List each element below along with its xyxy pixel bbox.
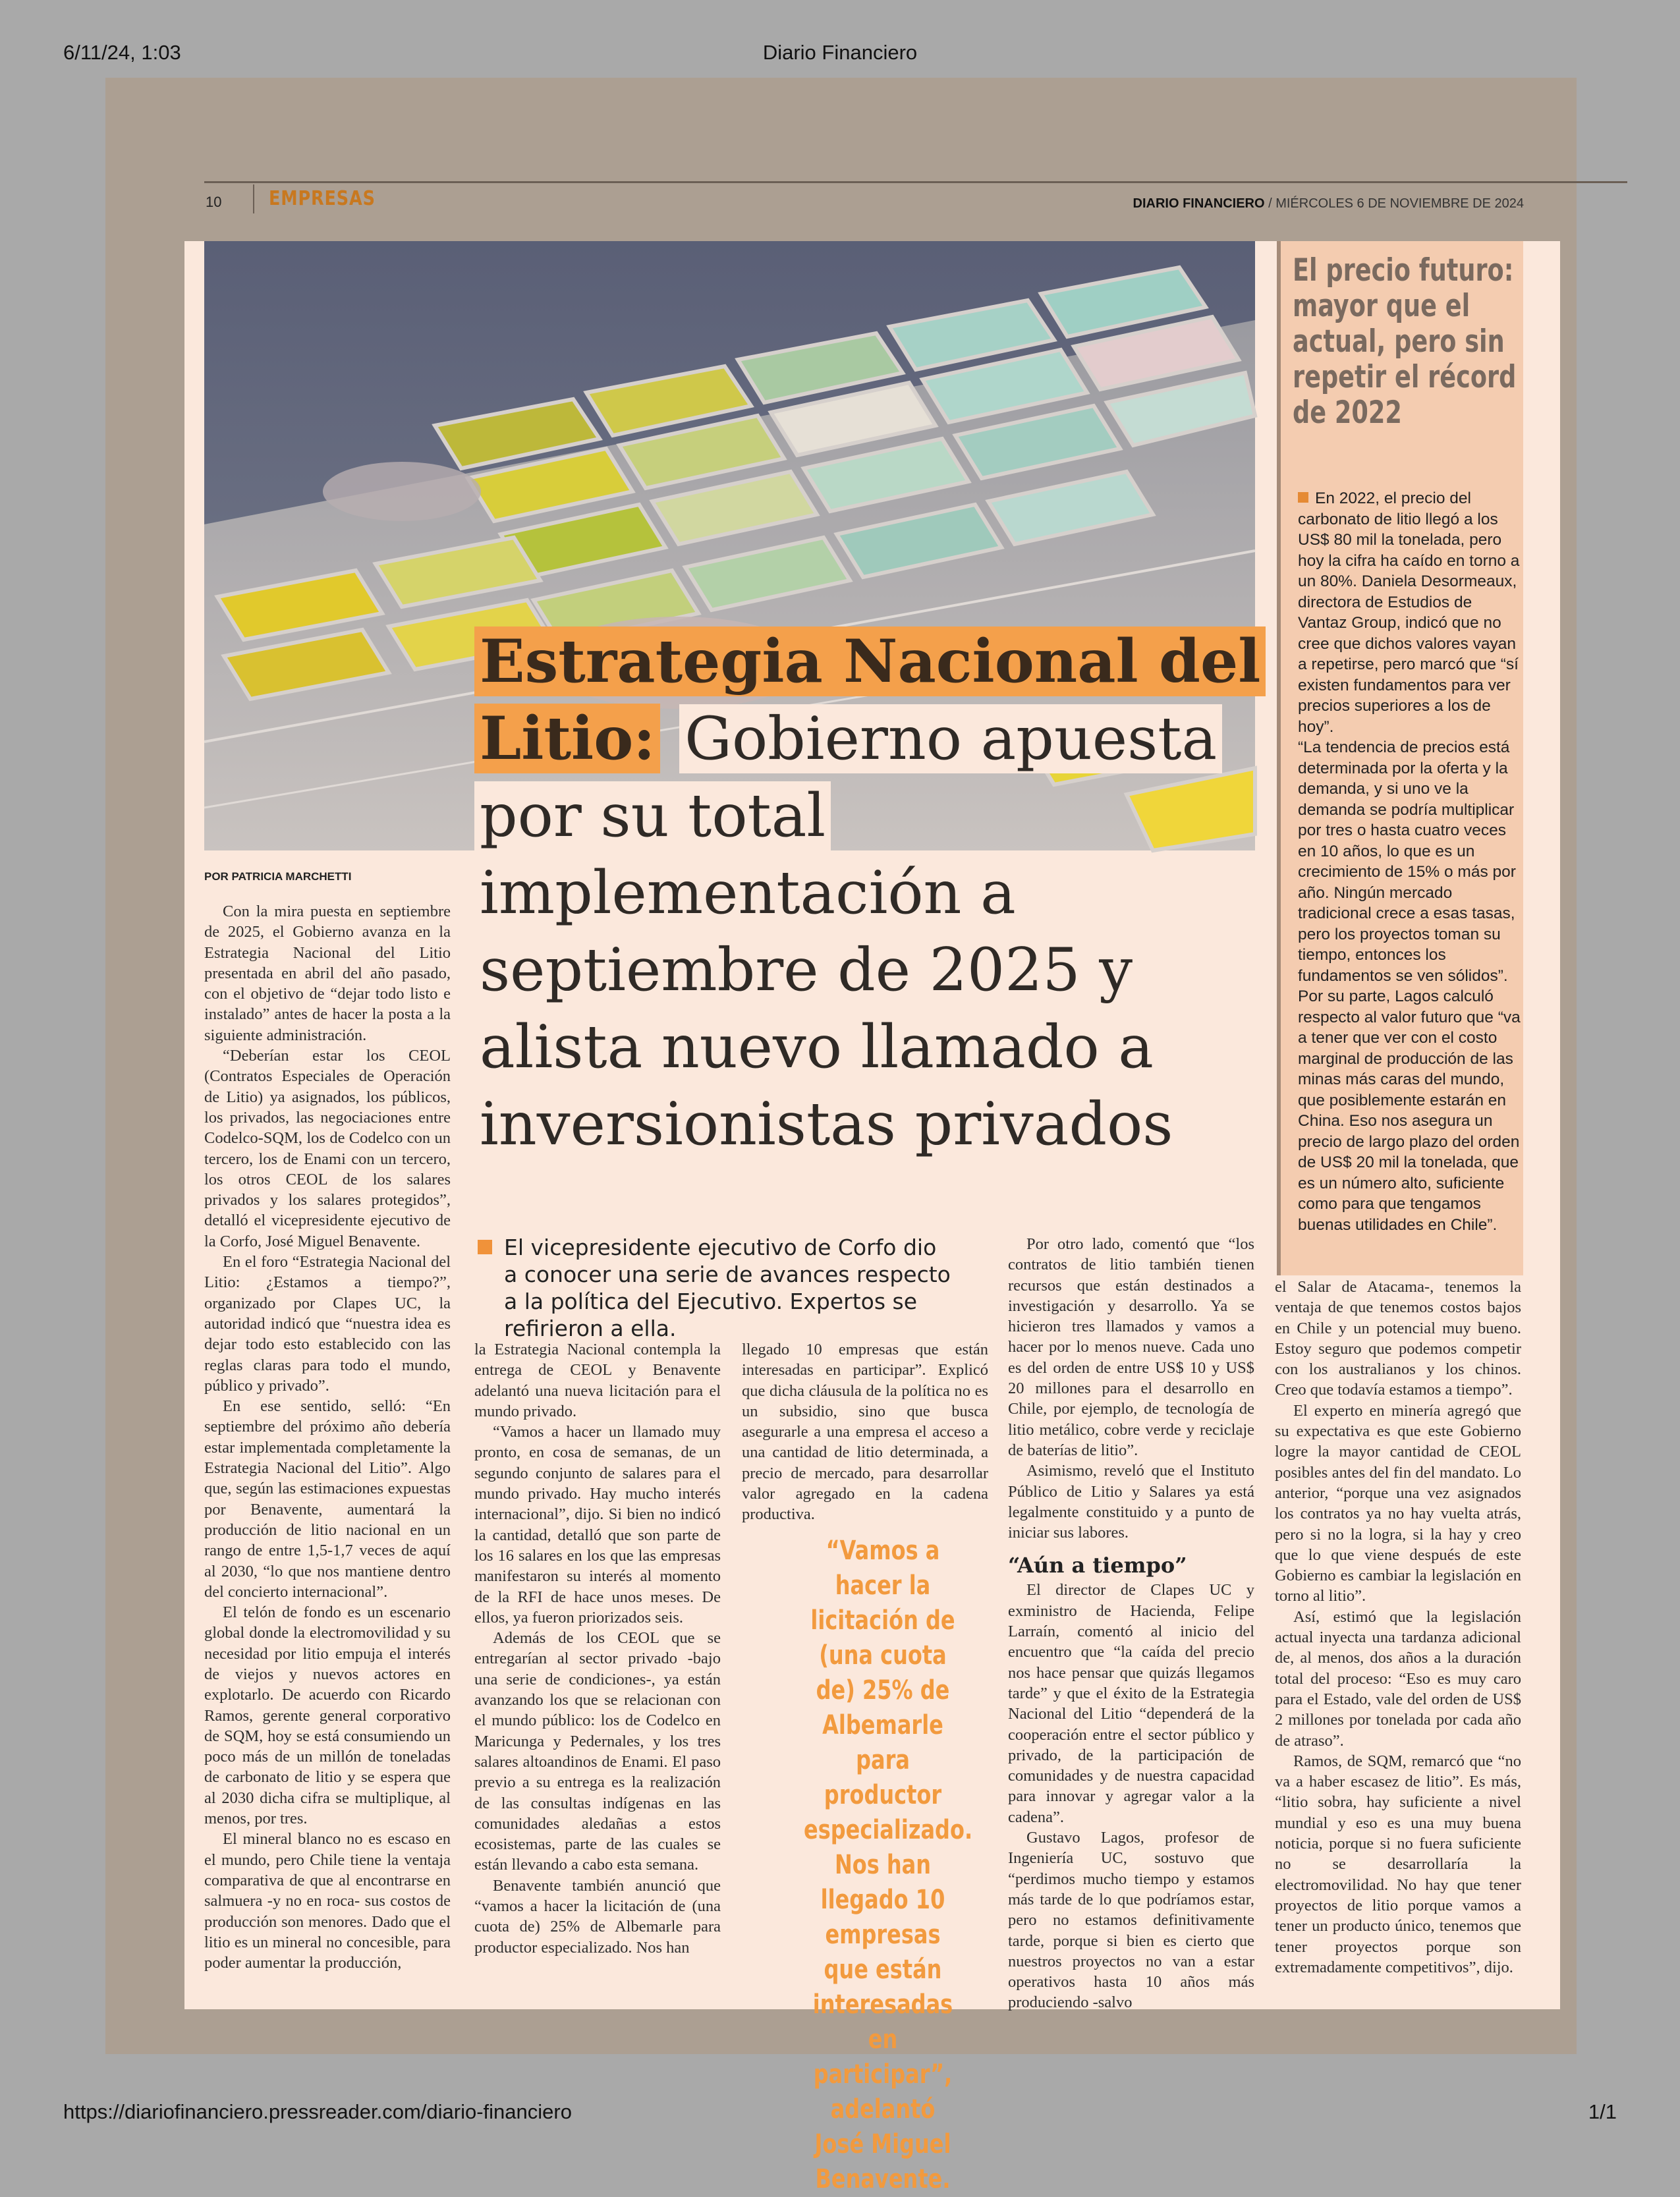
paragraph: “Vamos a hacer un llamado muy pronto, en cosa de semanas, de un segundo conjunto de salares para el mundo privado. Hay mucho interés internacional”, dijo. Si bien no indicó la cantidad, detalló que son parte de los 16 salares en los que las empresas manifestaron su interés al momento de la RFI de hace unos meses. De ellos, ya fueron priorizados seis. [474, 1423, 721, 1627]
paragraph: Benavente también anunció que “vamos a hacer la licitación de (una cuota de) 25% de Albemarle para productor especializado. Nos han [474, 1876, 721, 1957]
sidebar-paragraph: En 2022, el precio del carbonato de litio llegó a los US$ 80 mil la tonelada, pero hoy la cifra ha caído en torno a un 80%. Daniela Desormeaux, directora de Estudios de Vantaz Group, indicó que no cree que dichos valores vayan a repetirse, pero marcó que “sí existen fundamentos para ver precios superiores a los de hoy”. [1298, 489, 1520, 736]
header-rule [204, 181, 1627, 183]
paragraph: “Deberían estar los CEOL (Contratos Especiales de Operación de Litio) ya asignados, los públicos, los privados, las negociaciones entre Codelco-SQM, los de Codelco con un tercero, los de Enami con un tercero, los otros CEOL de los salares privados y los salares protegidos”, detalló el vicepresidente ejecutivo de la Corfo, José Miguel Benavente. [204, 1047, 451, 1250]
deck-text: El vicepresidente ejecutivo de Corfo dio a conocer una serie de avances respecto a la política del Ejecutivo. Expertos se refirieron a ella. [504, 1235, 951, 1341]
header-divider [253, 184, 254, 213]
sidebar-box [1277, 241, 1523, 1275]
section-label: EMPRESAS [269, 187, 376, 210]
sidebar-title: El precio futuro: mayor que el actual, pero sin repetir el récord de 2022 [1293, 252, 1517, 431]
headline [474, 623, 1265, 1163]
paragraph: Gustavo Lagos, profesor de Ingeniería UC, sostuvo que “perdimos mucho tiempo y estamos más tarde de lo que podríamos estar, pero no estamos definitivamente tarde, porque si bien es cierto que nuestros proyectos no van a estar operativos hasta 10 años más produciendo -salvo [1008, 1829, 1254, 2012]
bullet-square-icon [1298, 492, 1308, 503]
paragraph: Asimismo, reveló que el Instituto Público de Litio y Salares ya está legalmente constituido y a punto de iniciar sus labores. [1008, 1462, 1254, 1542]
masthead-date: / MIÉRCOLES 6 DE NOVIEMBRE DE 2024 [1264, 196, 1524, 211]
subheading: “Aún a tiempo” [1008, 1553, 1187, 1578]
print-footer [0, 2100, 1680, 2129]
print-title: Diario Financiero [762, 41, 918, 64]
masthead-name: DIARIO FINANCIERO [1133, 196, 1265, 211]
paragraph: Además de los CEOL que se entregarían al sector privado -bajo una serie de condiciones-, ya están avanzando los que se relacionan con el mundo público: los de Codelco en Maricunga y Pedernales, y los tres salares altoandinos de Enami. El paso previo a su entrega es la realización de las consultas indígenas en las comunidades aledañas a estos ecosistemas, parte de las cuales se están llevando a cabo esta semana. [474, 1629, 721, 1874]
deck-summary [478, 1234, 952, 1342]
page-number: 10 [206, 194, 222, 210]
article-column-1 [204, 901, 451, 1973]
byline: POR PATRICIA MARCHETTI [204, 870, 352, 883]
paragraph: el Salar de Atacama-, tenemos la ventaja de que tenemos costos bajos en Chile y un potencial muy bueno. Estoy seguro que podemos competir con los australianos y los chinos. Creo que todavía estamos a tiempo”. [1275, 1278, 1521, 1399]
print-date: 6/11/24, 1:03 [63, 41, 181, 64]
bullet-square-icon [478, 1240, 492, 1254]
print-page-count: 1/1 [1588, 2100, 1617, 2123]
paragraph: Así, estimó que la legislación actual inyecta una tardanza adicional de, al menos, dos años a la duración total del proceso: “Eso es muy caro para el Estado, vale del orden de US$ 2 millones por tonelada por cada año de atraso”. [1275, 1607, 1521, 1750]
masthead [1133, 196, 1524, 211]
article-column-4 [1008, 1234, 1254, 2013]
article-column-2 [474, 1339, 721, 1958]
paragraph: Por otro lado, comentó que “los contratos de litio también tienen recursos que están destinados a investigación y desarrollo. Ya se hicieron tres llamados y vamos a hacer por lo menos nueve. Cada uno es del orden de entre US$ 10 y US$ 20 millones para el desarrollo en Chile, por ejemplo, de tecnología de litio metálico, cobre verde y reciclaje de baterías de litio”. [1008, 1235, 1254, 1459]
paragraph: En el foro “Estrategia Nacional del Litio: ¿Estamos a tiempo?”, organizado por Clapes UC, la autoridad indicó que “nuestra idea es dejar todo esto establecido con las reglas claras para todo el mundo, público y privado”. [204, 1253, 451, 1395]
sidebar-paragraph: “La tendencia de precios está determinada por la oferta y la demanda, y si uno ve la demanda se podría multiplicar por tres o hasta cuatro veces en 10 años, lo que es un crecimiento de 15% o más por año. Ningún mercado tradicional crece a esas tasas, pero los proyectos toman su tiempo, entonces los fundamentos se ven sólidos”. [1298, 738, 1516, 985]
print-header [0, 41, 1680, 70]
paragraph: la Estrategia Nacional contempla la entrega de CEOL y Benavente adelantó una nueva licitación para el mundo privado. [474, 1341, 721, 1420]
paragraph: Con la mira puesta en septiembre de 2025, el Gobierno avanza en la Estrategia Nacional del Litio presentada en abril del año pasado, con el objetivo de “dejar todo listo e instalado” antes de hacer la posta a la siguiente administración. [204, 903, 451, 1044]
pull-quote: “Vamos a hacer la licitación de (una cuota de) 25% de Albemarle para productor especializado. Nos han llegado 10 empresas que están interesadas en participar”, adelantó José Miguel Benavente. [804, 1536, 973, 2194]
sidebar-paragraph: Por su parte, Lagos calculó respecto al valor futuro que “va a tener que ver con el costo marginal de producción de las minas más caras del mundo, que posiblemente estarán en China. Eso nos asegura un precio de largo plazo del orden de US$ 20 mil la tonelada, que es un número alto, suficiente como para que tengamos buenas utilidades en Chile”. [1298, 987, 1521, 1234]
paragraph: El experto en minería agregó que su expectativa es que este Gobierno logre la mayor cantidad de CEOL posibles antes del fin del mandato. Lo anterior, “porque una vez asignados los contratos ya no hay vuelta atrás, pero si no la logra, si la hay y creo que lo que viene después de este Gobierno es cambiar la legislación en torno al litio”. [1275, 1401, 1521, 1605]
paragraph: En ese sentido, selló: “En septiembre del próximo año debería estar implementada completamente la Estrategia Nacional del Litio”. Algo que, según las estimaciones expuestas por Benavente, aumentará la producción de litio nacional en un rango de entre 1,5-1,7 veces de aquí al 2030, “lo que nos mantiene dentro del concierto internacional”. [204, 1397, 451, 1601]
article-column-5 [1275, 1277, 1521, 1978]
paragraph: Ramos, de SQM, remarcó que “no va a haber escasez de litio”. Es más, “litio sobra, hay suficiente a nivel mundial y eso es una muy buena noticia, porque si no fuera suficiente no se desarrollaría la electromovilidad. No hay que tener proyectos de litio porque vamos a tener un producto único, tenemos que tener proyectos porque son extremadamente competitivos”, dijo. [1275, 1752, 1521, 1976]
paragraph: El telón de fondo es un escenario global donde la electromovilidad y su necesidad por litio empuja el interés de viejos y nuevos actores en explotarlo. De acuerdo con Ricardo Ramos, gerente general corporativo de SQM, hoy se está consumiendo un poco más de un millón de toneladas de carbonato de litio y se espera que al 2030 dicha cifra se multiplique, al menos, por tres. [204, 1603, 451, 1828]
paragraph: El director de Clapes UC y exministro de Hacienda, Felipe Larraín, comentó al inicio del encuentro que “la caída del precio nos hace pensar que quizás llegamos tarde” y que el éxito de la Estrategia Nacional del Litio “dependerá de la cooperación entre el sector público y privado, de la participación de comunidades y de nuestra capacidad para innovar y agregar valor a la cadena”. [1008, 1581, 1254, 1826]
article-column-3 [742, 1339, 988, 1525]
paragraph: El mineral blanco no es escaso en el mundo, pero Chile tiene la ventaja comparativa de que al encontrarse en salmuera -y no en roca- sus costos de producción son menores. Dado que el litio es un mineral no concesible, para poder aumentar la producción, [204, 1830, 451, 1972]
headline-rest: Gobierno apuesta por su total implementación a septiembre de 2025 y alista nuevo llamado a inversionistas privados [474, 704, 1222, 1159]
headline-highlight: Estrategia Nacional del Litio: [474, 626, 1266, 773]
paragraph: llegado 10 empresas que están interesadas en participar”. Explicó que dicha cláusula de la política no es un subsidio, sino que busca asegurarle a una empresa el acceso a una cantidad de litio determinada, a precio de mercado, para desarrollar valor agregado en la cadena productiva. [742, 1341, 988, 1524]
print-url[interactable]: https://diariofinanciero.pressreader.com/diario-financiero [63, 2100, 572, 2123]
sidebar-text [1298, 488, 1522, 1235]
